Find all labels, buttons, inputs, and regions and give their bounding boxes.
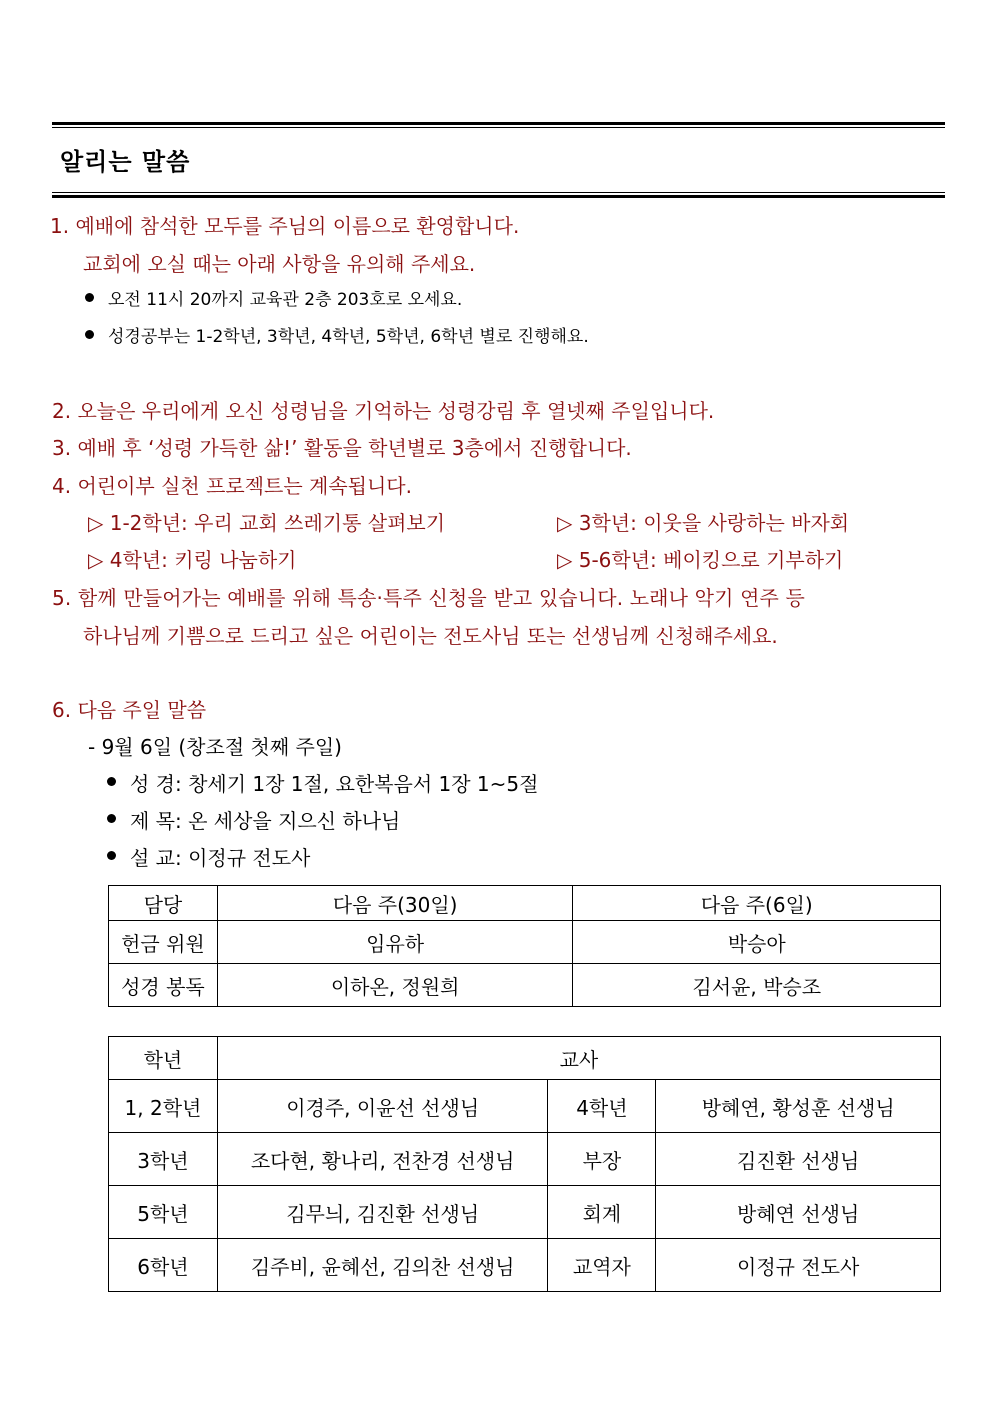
next-sunday-preacher: 설 교: 이정규 전도사 (130, 846, 311, 870)
notice-item-3: 3. 예배 후 ‘성령 가득한 삶!’ 활동을 학년별로 3층에서 진행합니다. (52, 436, 632, 460)
table-row (109, 921, 941, 964)
table-cell: 회계 (548, 1186, 656, 1239)
table-cell: 6학년 (109, 1239, 218, 1292)
next-sunday-date: - 9월 6일 (창조절 첫째 주일) (88, 735, 342, 759)
project-item-4: ▷ 5-6학년: 베이킹으로 기부하기 (557, 548, 844, 572)
table-cell: 1, 2학년 (109, 1080, 218, 1133)
notice-item-1: 1. 예배에 참석한 모두를 주님의 이름으로 환영합니다. (50, 214, 520, 238)
bullet-dot (107, 777, 116, 786)
notice-item-1-bullet-2: 성경공부는 1-2학년, 3학년, 4학년, 5학년, 6학년 별로 진행해요. (108, 327, 589, 347)
next-sunday-title: 제 목: 온 세상을 지으신 하나님 (130, 809, 401, 833)
table-header-cell: 담당 (109, 886, 218, 921)
table-cell: 김서윤, 박승조 (573, 964, 941, 1007)
table-cell: 헌금 위원 (109, 921, 218, 964)
table-cell: 이정규 전도사 (656, 1239, 941, 1292)
notice-item-1-sub: 교회에 오실 때는 아래 사항을 유의해 주세요. (83, 252, 476, 276)
table-cell: 방혜연 선생님 (656, 1186, 941, 1239)
table-cell: 교역자 (548, 1239, 656, 1292)
table-cell: 임유하 (217, 921, 573, 964)
header-rule-bottom-thin (52, 192, 945, 193)
table-cell: 이하온, 정원희 (217, 964, 573, 1007)
notice-item-1-bullet-1: 오전 11시 20까지 교육관 2층 203호로 오세요. (108, 290, 463, 310)
page-title: 알리는 말씀 (60, 148, 191, 176)
table-row (109, 1080, 941, 1133)
notice-item-5-line-2: 하나님께 기쁨으로 드리고 싶은 어린이는 전도사님 또는 선생님께 신청해주세요. (83, 624, 778, 648)
table-cell: 김주비, 윤혜선, 김의찬 선생님 (217, 1239, 548, 1292)
table-cell: 5학년 (109, 1186, 218, 1239)
table-cell: 김무늬, 김진환 선생님 (217, 1186, 548, 1239)
next-sunday-scripture: 성 경: 창세기 1장 1절, 요한복음서 1장 1~5절 (130, 772, 539, 796)
table-cell: 박승아 (573, 921, 941, 964)
table-header-cell: 다음 주(6일) (573, 886, 941, 921)
table-row (109, 964, 941, 1007)
table-cell: 3학년 (109, 1133, 218, 1186)
duty-table (108, 885, 941, 1007)
bullet-dot (85, 293, 94, 302)
project-item-2: ▷ 3학년: 이웃을 사랑하는 바자회 (557, 511, 850, 535)
project-item-1: ▷ 1-2학년: 우리 교회 쓰레기통 살펴보기 (88, 511, 446, 535)
table-cell: 김진환 선생님 (656, 1133, 941, 1186)
table-cell: 이경주, 이윤선 선생님 (217, 1080, 548, 1133)
table-header-cell: 교사 (217, 1037, 940, 1080)
table-header-cell: 다음 주(30일) (217, 886, 573, 921)
notice-item-5-line-1: 5. 함께 만들어가는 예배를 위해 특송·특주 신청을 받고 있습니다. 노래나 악기 연주 등 (52, 586, 805, 610)
project-item-3: ▷ 4학년: 키링 나눔하기 (88, 548, 297, 572)
header-rule-top-thin (52, 127, 945, 128)
header-rule-top-thick (52, 122, 945, 125)
bullet-dot (85, 330, 94, 339)
teacher-table (108, 1036, 941, 1292)
table-row (109, 1133, 941, 1186)
table-cell: 조다현, 황나리, 전찬경 선생님 (217, 1133, 548, 1186)
bullet-dot (107, 851, 116, 860)
table-header-row (109, 1037, 941, 1080)
table-cell: 부장 (548, 1133, 656, 1186)
table-cell: 성경 봉독 (109, 964, 218, 1007)
table-cell: 4학년 (548, 1080, 656, 1133)
table-header-row (109, 886, 941, 921)
bullet-dot (107, 814, 116, 823)
notice-item-2: 2. 오늘은 우리에게 오신 성령님을 기억하는 성령강림 후 열넷째 주일입니다. (52, 399, 715, 423)
table-row (109, 1239, 941, 1292)
notice-item-6: 6. 다음 주일 말씀 (52, 698, 207, 722)
table-row (109, 1186, 941, 1239)
table-header-cell: 학년 (109, 1037, 218, 1080)
header-rule-bottom-thick (52, 195, 945, 198)
table-cell: 방혜연, 황성훈 선생님 (656, 1080, 941, 1133)
notice-item-4: 4. 어린이부 실천 프로젝트는 계속됩니다. (52, 474, 412, 498)
